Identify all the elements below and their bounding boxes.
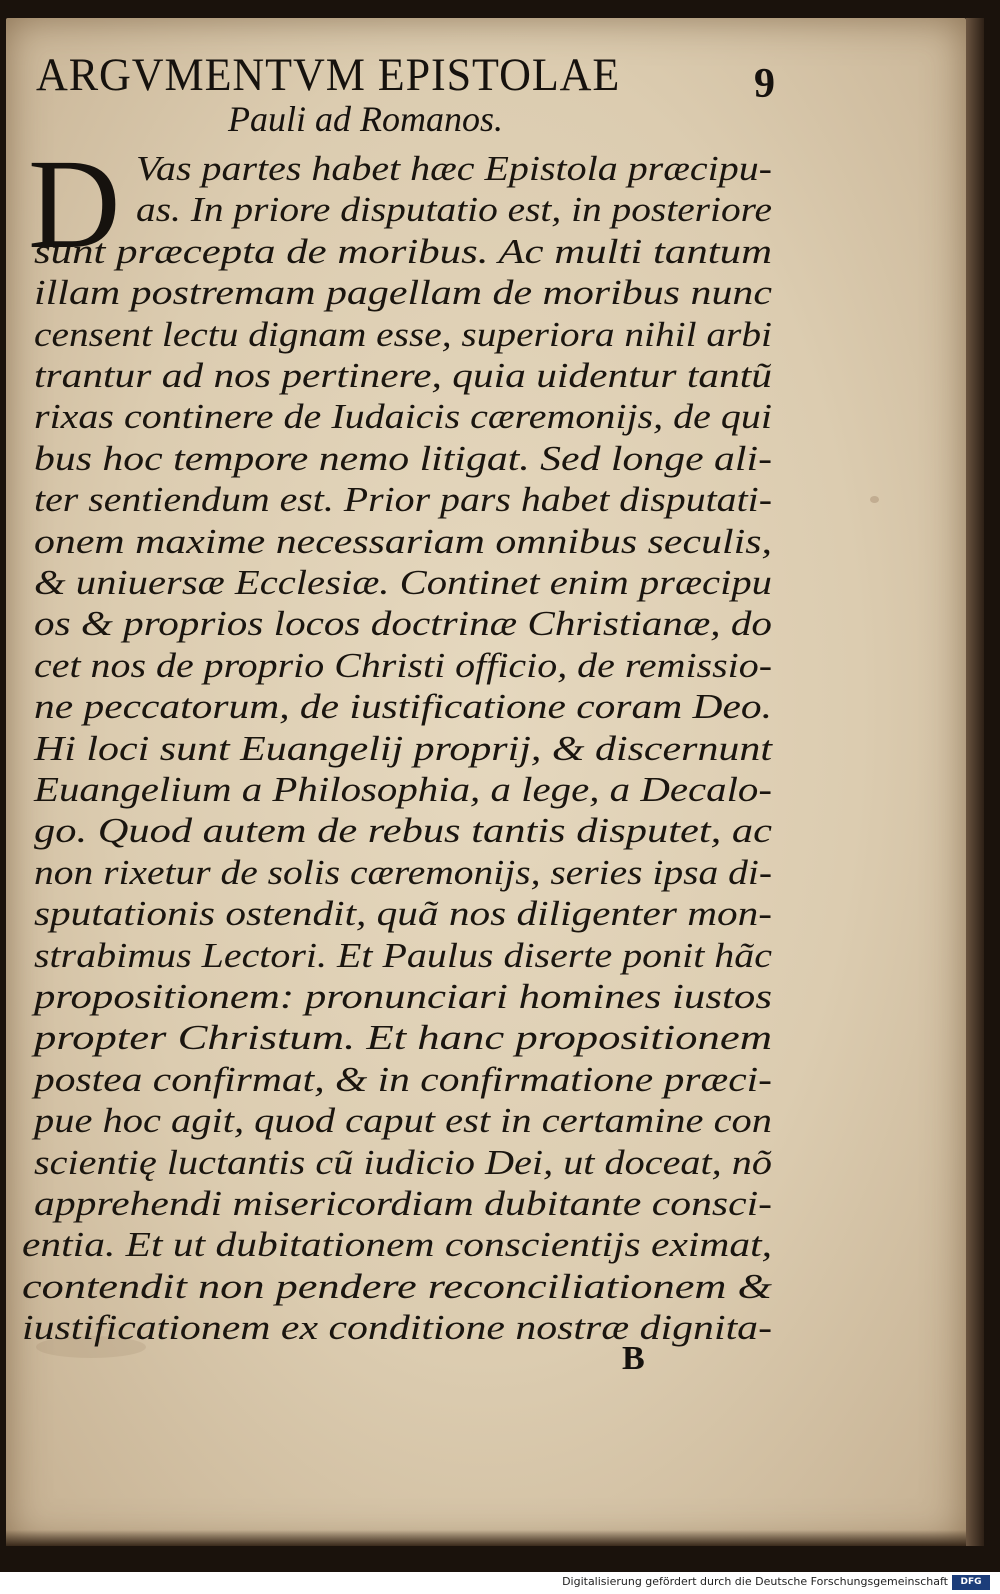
text-line: Hi loci sunt Euangelij proprij, & discernunt (34, 729, 772, 768)
text-line: iustificationem ex conditione nostræ dignita- (22, 1309, 773, 1348)
page-number: 9 (754, 61, 775, 107)
text-line: onem maxime necessariam omnibus seculis, (34, 522, 772, 561)
text-line: apprehendi misericordiam dubitante consci- (34, 1185, 772, 1223)
text-line: propositionem: pronunciari homines iustos (34, 978, 772, 1016)
dfg-logo: DFG (952, 1575, 990, 1590)
text-line: cet nos de proprio Christi officio, de remissio- (34, 646, 772, 685)
text-line: censent lectu dignam esse, superiora nihil arbi (34, 315, 773, 354)
text-line: propter Christum. Et hanc propositionem (34, 1019, 772, 1058)
heading-subtitle: Pauli ad Romanos. (228, 99, 503, 139)
text-line: os & proprios locos doctrinæ Christianæ, do (34, 605, 772, 644)
paper-stain (870, 496, 879, 503)
text-line: trantur ad nos pertinere, quia uidentur tantũ (34, 357, 773, 395)
text-line: as. In priore disputatio est, in posteriore (136, 191, 772, 230)
text-line: bus hoc tempore nemo litigat. Sed longe ali- (34, 439, 772, 478)
text-line: pue hoc agit, quod caput est in certamine con (34, 1102, 772, 1141)
text-line: Euangelium a Philosophia, a lege, a Decalo- (34, 771, 773, 809)
text-line: sunt præcepta de moribus. Ac multi tantum (34, 232, 772, 271)
text-line: scientię luctantis cũ iudicio Dei, ut doceat, nõ (34, 1143, 772, 1182)
text-line: entia. Et ut dubitationem conscientijs eximat, (22, 1226, 772, 1265)
page-shadow (6, 1530, 966, 1546)
text-line: illam postremam pagellam de moribus nunc (34, 274, 772, 313)
text-line: Vas partes habet hæc Epistola præcipu- (136, 150, 772, 188)
text-line: & uniuersæ Ecclesiæ. Continet enim præcipu (34, 564, 772, 602)
page-edge (966, 18, 984, 1546)
text-line: go. Quod autem de rebus tantis disputet, ac (34, 812, 772, 851)
text-line: ne peccatorum, de iustificatione coram Deo. (34, 688, 772, 727)
text-line: sputationis ostendit, quã nos diligenter mon- (34, 895, 772, 934)
text-line: strabimus Lectori. Et Paulus diserte ponit hãc (34, 936, 772, 975)
text-line: postea confirmat, & in confirmatione præci- (34, 1060, 772, 1099)
text-line: ter sentiendum est. Prior pars habet disputati- (34, 481, 773, 520)
text-line: contendit non pendere reconciliationem & (22, 1267, 772, 1306)
footer (0, 1572, 1000, 1594)
drop-cap: D (28, 133, 121, 275)
heading-title: ARGVMENTVM EPISTOLAE (36, 49, 621, 101)
text-line: rixas continere de Iudaicis cæremonijs, de qui (34, 398, 772, 437)
catchword: B (622, 1340, 645, 1377)
footer-credit: Digitalisierung gefördert durch die Deutsche Forschungsgemeinschaft (562, 1575, 948, 1588)
text-line: non rixetur de solis cæremonijs, series ipsa di- (34, 853, 773, 892)
